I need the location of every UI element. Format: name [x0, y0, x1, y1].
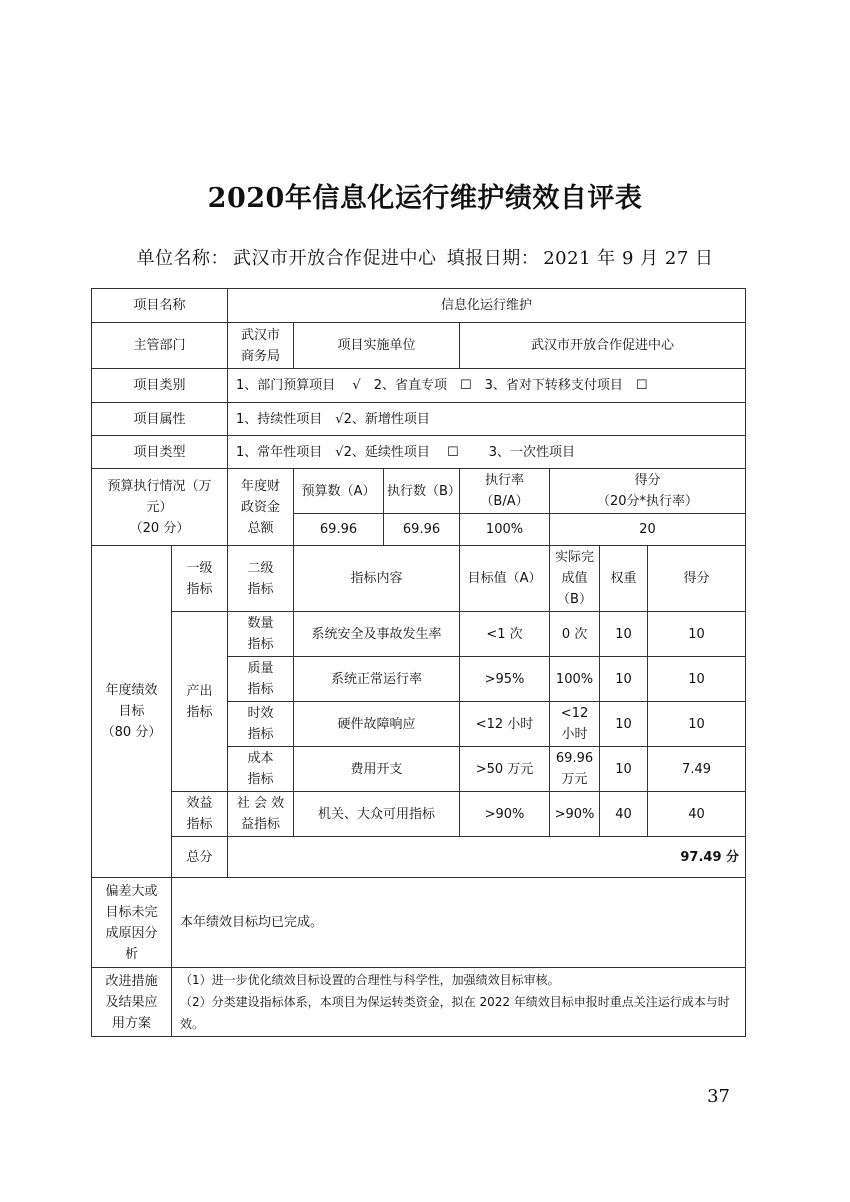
header-score: 得分 — [648, 546, 746, 612]
content-cell: 系统安全及事故发生率 — [294, 612, 460, 657]
level2-cell: 时效 指标 — [228, 702, 294, 747]
target-cell: >95% — [460, 657, 550, 702]
level2-cell: 质量 指标 — [228, 657, 294, 702]
target-cell: >90% — [460, 792, 550, 837]
attribute-row — [92, 403, 746, 436]
score-cell: 40 — [648, 792, 746, 837]
actual-cell: 69.96 万元 — [550, 747, 600, 792]
header-content: 指标内容 — [294, 546, 460, 612]
improvement-text: （1）进一步优化绩效目标设置的合理性与科学性，加强绩效目标审核。 （2）分类建设指标体系，本项目为保运转类资金，拟在 2022 年绩效目标申报时重点关注运行成本与时效。 — [172, 968, 746, 1037]
output-indicator-label: 产出 指标 — [172, 612, 228, 792]
budget-header-b: 执行数（B） — [384, 469, 460, 514]
score-cell: 10 — [648, 702, 746, 747]
date-label: 填报日期： — [446, 248, 540, 269]
budget-header-score: 得分 （20分*执行率） — [550, 469, 746, 514]
budget-label: 预算执行情况（万 元） （20 分） — [92, 469, 228, 546]
table-row — [92, 612, 746, 657]
actual-cell: >90% — [550, 792, 600, 837]
project-name-label: 项目名称 — [92, 289, 228, 323]
budget-header-a: 预算数（A） — [294, 469, 384, 514]
dept-label: 主管部门 — [92, 323, 228, 369]
improvement-row — [92, 968, 746, 1037]
score-cell: 7.49 — [648, 747, 746, 792]
table-row — [92, 792, 746, 837]
weight-cell: 10 — [600, 657, 648, 702]
level2-cell: 成本 指标 — [228, 747, 294, 792]
type-label: 项目类型 — [92, 436, 228, 469]
budget-value-b: 69.96 — [384, 514, 460, 546]
total-label: 总分 — [172, 837, 228, 878]
target-cell: >50 万元 — [460, 747, 550, 792]
impl-unit-label: 项目实施单位 — [294, 323, 460, 369]
performance-label: 年度绩效 目标 （80 分） — [92, 546, 172, 878]
weight-cell: 10 — [600, 747, 648, 792]
deviation-row — [92, 878, 746, 968]
benefit-indicator-label: 效益 指标 — [172, 792, 228, 837]
improvement-label: 改进措施 及结果应 用方案 — [92, 968, 172, 1037]
header-weight: 权重 — [600, 546, 648, 612]
content-cell: 机关、大众可用指标 — [294, 792, 460, 837]
header-level1: 一级 指标 — [172, 546, 228, 612]
page-number: 37 — [707, 1086, 730, 1107]
total-row — [92, 837, 746, 878]
weight-cell: 40 — [600, 792, 648, 837]
budget-header-row — [92, 469, 746, 514]
attribute-options: 1、持续性项目 √2、新增性项目 — [228, 403, 746, 436]
type-row — [92, 436, 746, 469]
content-cell: 系统正常运行率 — [294, 657, 460, 702]
dept-row — [92, 323, 746, 369]
deviation-label: 偏差大或 目标未完 成原因分 析 — [92, 878, 172, 968]
type-options: 1、常年性项目 √2、延续性项目 ☐ 3、一次性项目 — [228, 436, 746, 469]
budget-value-a: 69.96 — [294, 514, 384, 546]
date-value: 2021 年 9 月 27 日 — [543, 248, 714, 269]
unit-date-line — [0, 244, 850, 270]
total-value: 97.49 分 — [228, 837, 746, 878]
target-cell: <1 次 — [460, 612, 550, 657]
budget-value-score: 20 — [550, 514, 746, 546]
performance-header-row — [92, 546, 746, 612]
page-title: 2020年信息化运行维护绩效自评表 — [207, 183, 643, 214]
project-name-value: 信息化运行维护 — [228, 289, 746, 323]
unit-label: 单位名称： — [136, 248, 229, 269]
category-label: 项目类别 — [92, 369, 228, 403]
target-cell: <12 小时 — [460, 702, 550, 747]
deviation-text: 本年绩效目标均已完成。 — [172, 878, 746, 968]
weight-cell: 10 — [600, 702, 648, 747]
level2-cell: 社 会 效 益指标 — [228, 792, 294, 837]
budget-header-rate: 执行率 （B/A） — [460, 469, 550, 514]
budget-fund-label: 年度财 政资金 总额 — [228, 469, 294, 546]
actual-cell: 0 次 — [550, 612, 600, 657]
header-target: 目标值（A） — [460, 546, 550, 612]
weight-cell: 10 — [600, 612, 648, 657]
score-cell: 10 — [648, 657, 746, 702]
actual-cell: <12 小时 — [550, 702, 600, 747]
self-evaluation-table — [91, 288, 746, 1037]
actual-cell: 100% — [550, 657, 600, 702]
category-options: 1、部门预算项目 √ 2、省直专项 ☐ 3、省对下转移支付项目 ☐ — [228, 369, 746, 403]
content-cell: 硬件故障响应 — [294, 702, 460, 747]
category-row — [92, 369, 746, 403]
level2-cell: 数量 指标 — [228, 612, 294, 657]
header-actual: 实际完成值 （B） — [550, 546, 600, 612]
content-cell: 费用开支 — [294, 747, 460, 792]
unit-name: 武汉市开放合作促进中心 — [232, 248, 437, 269]
score-cell: 10 — [648, 612, 746, 657]
project-name-row — [92, 289, 746, 323]
budget-value-rate: 100% — [460, 514, 550, 546]
dept-value: 武汉市 商务局 — [228, 323, 294, 369]
attribute-label: 项目属性 — [92, 403, 228, 436]
impl-unit-value: 武汉市开放合作促进中心 — [460, 323, 746, 369]
header-level2: 二级 指标 — [228, 546, 294, 612]
